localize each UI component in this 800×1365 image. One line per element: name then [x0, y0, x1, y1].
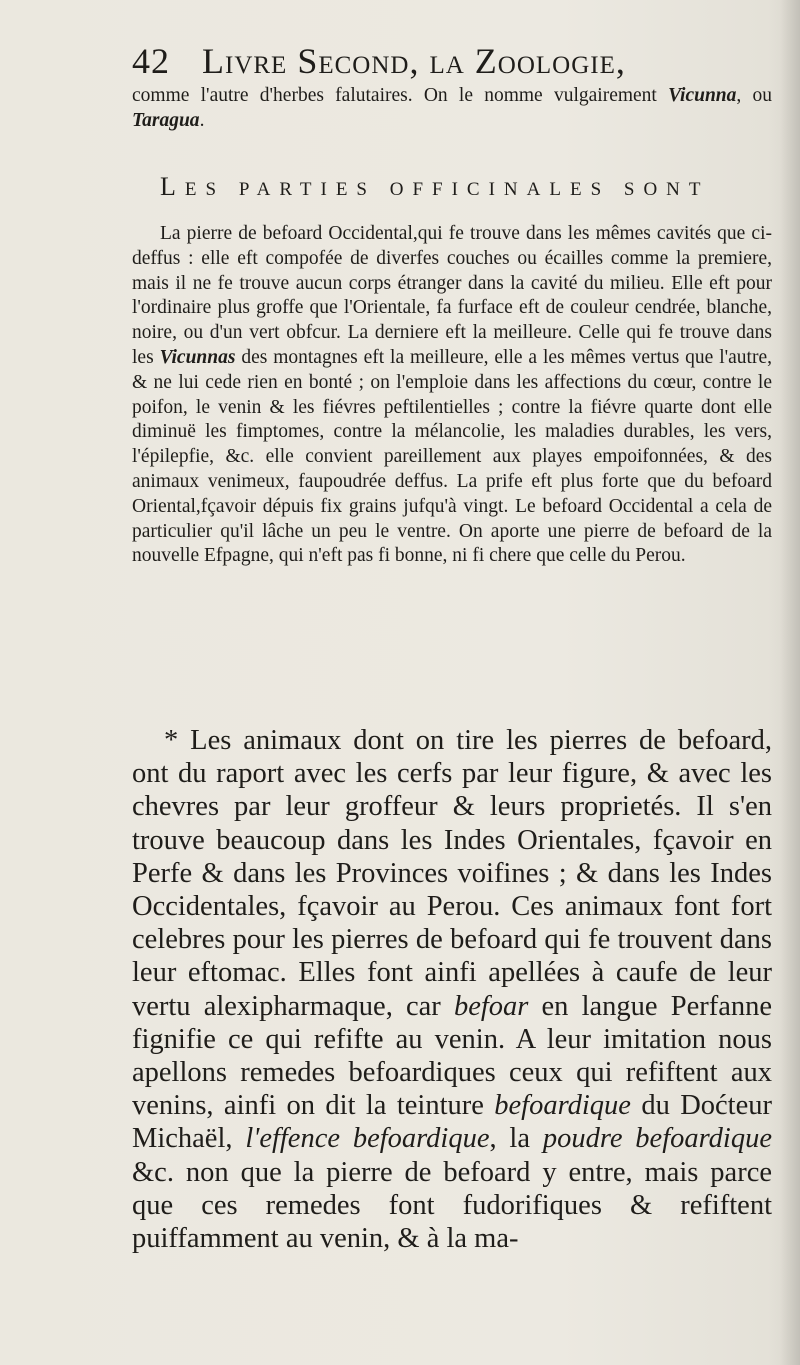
heading-initial: L: [160, 172, 185, 201]
italic-term: l'effence befoardique: [245, 1123, 490, 1155]
name-taragua: Taragua: [132, 109, 200, 131]
body-text: des montagnes eft la meilleure, elle a les mêmes vertus que l'autre, & ne lui cede rien en bonté ; on l'emploie dans les affections du cœur, contre le poifon, le venin & les fiévres peftilentielles ; contre la fiévre quarte dont elle diminuë les fimptomes, contre la mélancolie, les maladies durables, les vers, l'épilepfie, &c. elle convient pareillement aux playes empoifonnées, & des animaux venimeux, faupoudrée deffus. La prife eft plus forte que du befoard Oriental,fçavoir dépuis fix grains jufqu'à vingt. Le befoard Occidental a cela de particulier qu'il lâche un peu le ventre. On aporte une pierre de befoard de la nouvelle Efpagne, qui n'eft pas fi bonne, ni fi chere que celle du Perou.: [132, 346, 773, 567]
body-text: , la: [489, 1123, 543, 1155]
section-heading: [160, 172, 740, 202]
asterisk-mark: *: [164, 725, 191, 756]
italic-term: befoardique: [494, 1090, 631, 1122]
body-text: &c. non que la pierre de befoard y entre, mais parce que ces remedes font fudorifiques & refiftent puiffamment au venin, & à la ma-: [132, 1156, 772, 1255]
intro-paragraph: [132, 84, 772, 134]
intro-text: comme l'autre d'herbes falutaires. On le nomme vulgairement: [132, 85, 669, 106]
intro-text: , ou: [736, 85, 773, 106]
heading-rest: ES PARTIES OFFICINALES SONT: [184, 179, 710, 200]
footnote-paragraph: [132, 724, 772, 1255]
italic-term: Vicunnas: [159, 346, 236, 368]
intro-text: .: [199, 109, 205, 131]
officinal-parts-paragraph: [132, 222, 772, 569]
name-vicunna: Vicunna: [668, 85, 737, 106]
body-text: Les animaux dont on tire les pierres de befoard, ont du raport avec les cerfs par leur figure, & avec les chevres par leur groffeur & leurs proprietés. Il s'en trouve beaucoup dans les Indes Orientales, fçavoir en Perfe & dans les Provinces voifines ; & dans les Indes Occidentales, fçavoir au Perou. Ces animaux font fort celebres pour les pierres de befoard qui fe trouvent dans leur eftomac. Elles font ainfi apellées à caufe de leur vertu alexipharmaque, car: [132, 725, 773, 1022]
italic-term: poudre befoardique: [542, 1123, 772, 1155]
body-text: La pierre de befoard Occidental,qui fe trouve dans les mêmes cavités que ci-deffus : elle eft compofée de diverfes couches ou écailles comme la premiere, mais il ne fe trouve aucun corps étranger dans la cavité du milieu. Elle eft pour l'ordinaire plus groffe que l'Orientale, fa furface eft de couleur cendrée, blanche, noire, ou d'un vert obfcur. La derniere eft la meilleure. Celle qui fe trouve dans les: [132, 223, 772, 368]
body-text: du Doćteur Michaël,: [132, 1090, 772, 1155]
body-text: en langue Perfanne fignifie ce qui refifte au venin. A leur imitation nous apellons remedes befoardiques ceux qui refiftent aux venins, ainfi on dit la teinture: [132, 990, 772, 1122]
running-header: [132, 40, 772, 82]
running-title: Livre Second, la Zoologie,: [202, 41, 626, 81]
page-number: 42: [132, 41, 170, 81]
italic-term: befoar: [453, 990, 529, 1022]
page-edge-shadow: [780, 0, 800, 1365]
